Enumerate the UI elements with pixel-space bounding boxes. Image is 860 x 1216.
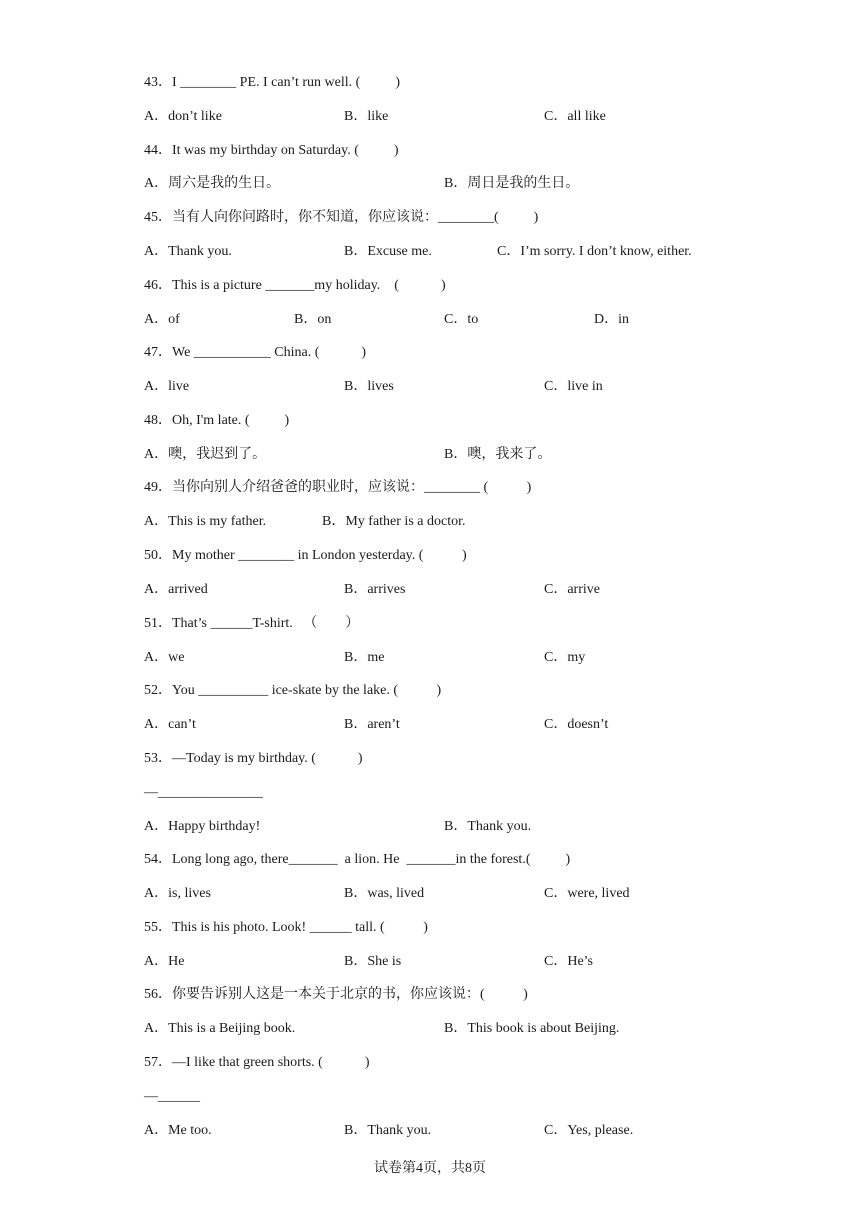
question-56-option-b: B．This book is about Beijing. (444, 1021, 620, 1036)
question-57-option-a: A．Me too. (144, 1123, 212, 1138)
question-46-option-d: D．in (594, 312, 629, 327)
question-51-option-b: B．me (344, 650, 385, 665)
question-50-stem: 50．My mother ________ in London yesterday. ( ) (144, 548, 467, 563)
question-48-option-a: A．噢，我迟到了。 (144, 447, 267, 462)
question-49-option-b: B．My father is a doctor. (322, 514, 466, 529)
question-48-option-b: B．噢，我来了。 (444, 447, 552, 462)
question-51-option-c: C．my (544, 650, 586, 665)
question-45-option-c: C．I’m sorry. I don’t know, either. (497, 244, 692, 259)
question-50-option-b: B．arrives (344, 582, 406, 597)
question-44-option-a: A．周六是我的生日。 (144, 176, 281, 191)
question-43-option-a: A．don’t like (144, 109, 222, 124)
question-43-option-b: B．like (344, 109, 389, 124)
page-footer: 试卷第4页，共8页 (374, 1161, 486, 1176)
question-50-option-c: C．arrive (544, 582, 600, 597)
question-53-option-a: A．Happy birthday! (144, 819, 261, 834)
question-51-stem: 51．That’s ______T-shirt. （ ） (144, 616, 360, 631)
question-43-stem: 43．I ________ PE. I can’t run well. ( ) (144, 75, 400, 90)
question-51-option-a: A．we (144, 650, 185, 665)
question-55-stem: 55．This is his photo. Look! ______ tall. ( ) (144, 920, 428, 935)
question-53-stem: 53．—Today is my birthday. ( ) (144, 751, 363, 766)
question-52-option-a: A．can’t (144, 717, 196, 732)
question-46-stem: 46．This is a picture _______my holiday. ( ) (144, 278, 446, 293)
question-54-option-c: C．were, lived (544, 886, 630, 901)
question-47-option-c: C．live in (544, 379, 603, 394)
question-55-option-a: A．He (144, 954, 185, 969)
question-48-stem: 48．Oh, I'm late. ( ) (144, 413, 290, 428)
question-53-answer-line: —_______________ (144, 785, 263, 800)
question-55-option-c: C．He’s (544, 954, 593, 969)
question-46-option-a: A．of (144, 312, 180, 327)
question-54-option-b: B．was, lived (344, 886, 425, 901)
question-57-option-b: B．Thank you. (344, 1123, 432, 1138)
question-47-option-b: B．lives (344, 379, 394, 394)
question-54-option-a: A．is, lives (144, 886, 211, 901)
question-44-option-b: B．周日是我的生日。 (444, 176, 580, 191)
question-45-option-b: B．Excuse me. (344, 244, 432, 259)
question-53-option-b: B．Thank you. (444, 819, 532, 834)
question-57-stem: 57．—I like that green shorts. ( ) (144, 1055, 370, 1070)
question-57-option-c: C．Yes, please. (544, 1123, 634, 1138)
question-49-stem: 49．当你向别人介绍爸爸的职业时，应该说：________ ( ) (144, 480, 532, 495)
question-52-stem: 52．You __________ ice-skate by the lake. ( ) (144, 683, 442, 698)
question-45-stem: 45．当有人向你问路时，你不知道，你应该说：________( ) (144, 210, 539, 225)
question-56-option-a: A．This is a Beijing book. (144, 1021, 296, 1036)
question-45-option-a: A．Thank you. (144, 244, 232, 259)
question-54-stem: 54．Long long ago, there_______ a lion. He _______in the forest.( ) (144, 852, 571, 867)
question-52-option-b: B．aren’t (344, 717, 400, 732)
question-47-option-a: A．live (144, 379, 190, 394)
question-57-answer-line: —______ (144, 1089, 200, 1104)
question-55-option-b: B．She is (344, 954, 402, 969)
question-52-option-c: C．doesn’t (544, 717, 609, 732)
question-43-option-c: C．all like (544, 109, 606, 124)
question-47-stem: 47．We ___________ China. ( ) (144, 345, 367, 360)
question-46-option-c: C．to (444, 312, 479, 327)
question-46-option-b: B．on (294, 312, 332, 327)
question-44-stem: 44．It was my birthday on Saturday. ( ) (144, 143, 399, 158)
question-49-option-a: A．This is my father. (144, 514, 267, 529)
question-56-stem: 56．你要告诉别人这是一本关于北京的书，你应该说：( ) (144, 987, 528, 1002)
question-50-option-a: A．arrived (144, 582, 208, 597)
